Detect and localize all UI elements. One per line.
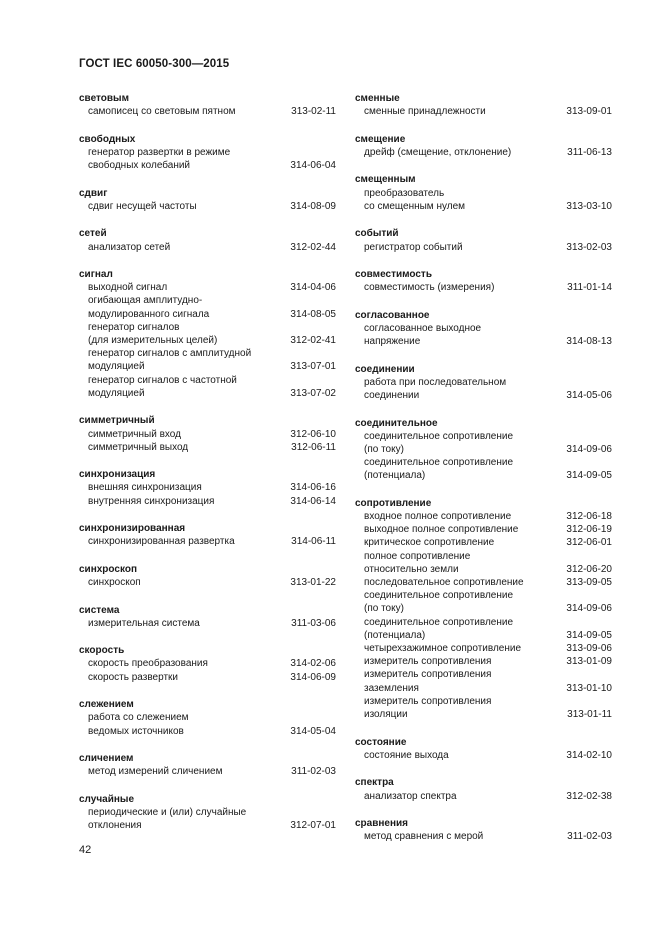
- index-entry: [355, 241, 612, 254]
- entry-text: генератор развертки в режиме свободных колебаний: [88, 146, 231, 172]
- entry-text: соединительное сопротивление (по току): [364, 430, 514, 455]
- index-group: [355, 173, 612, 213]
- entry-code: 312-02-38: [566, 790, 612, 802]
- entry-text: соединительное сопротивление (по току): [364, 590, 514, 615]
- index-entry: [79, 241, 336, 254]
- entry-code: 314-06-11: [291, 536, 336, 548]
- index-term: спектра: [355, 777, 394, 789]
- index-entry: [355, 749, 612, 762]
- index-entry: [79, 374, 336, 400]
- entry-text: сменные принадлежности: [364, 106, 486, 118]
- index-term: симметричный: [79, 415, 155, 427]
- index-entry: [79, 535, 336, 548]
- index-group: [79, 227, 336, 253]
- entry-text: согласованное выходное напряжение: [364, 322, 482, 348]
- entry-text: метод сравнения с мерой: [364, 831, 484, 843]
- index-group: [79, 563, 336, 589]
- entry-text: самописец со световым пятном: [88, 106, 236, 118]
- index-group: [355, 776, 612, 802]
- entry-text: синхронизированная развертка: [88, 536, 235, 548]
- index-entry: [355, 430, 612, 456]
- page-number: 42: [79, 844, 92, 856]
- index-term: синхронизированная: [79, 523, 186, 535]
- index-entry: [355, 589, 612, 615]
- entry-text: генератор сигналов с частотной модуляцией: [88, 374, 237, 399]
- entry-code: 314-08-05: [290, 308, 336, 320]
- entry-code: 314-02-10: [566, 749, 612, 761]
- entry-code: 314-05-06: [566, 390, 612, 402]
- index-entry: [355, 536, 612, 549]
- entry-code: 314-08-13: [566, 336, 612, 348]
- index-entry: [79, 428, 336, 441]
- entry-text: выходное полное сопротивление: [364, 524, 519, 536]
- entry-text: огибающая амплитудно- модулированного сигнала: [88, 295, 210, 320]
- entry-code: 313-09-06: [566, 643, 612, 655]
- index-term: состояние: [355, 736, 407, 748]
- entry-code: 313-09-05: [566, 577, 612, 589]
- entry-text: работа при последовательном соединении: [364, 376, 507, 402]
- entry-code: 313-07-02: [290, 387, 336, 399]
- index-group: [79, 414, 336, 454]
- entry-text: анализатор спектра: [364, 790, 457, 802]
- index-entry: [79, 711, 336, 737]
- entry-text: четырехзажимное сопротивление: [364, 643, 522, 655]
- index-term: сетей: [79, 228, 107, 240]
- index-group: [79, 92, 336, 118]
- entry-code: 312-02-44: [290, 241, 336, 253]
- entry-text: соединительное сопротивление (потенциала): [364, 457, 514, 482]
- entry-code: 314-08-09: [290, 200, 336, 212]
- index-group: [355, 817, 612, 843]
- index-entry: [355, 523, 612, 536]
- index-entry: [79, 200, 336, 213]
- index-entry: [355, 550, 612, 576]
- index-group: [79, 644, 336, 684]
- index-term: слежением: [79, 699, 134, 711]
- entry-code: 311-06-13: [567, 146, 612, 158]
- entry-code: 313-01-10: [566, 682, 612, 694]
- index-group: [355, 227, 612, 253]
- index-entry: [355, 655, 612, 668]
- index-entry: [355, 510, 612, 523]
- index-entry: [355, 576, 612, 589]
- entry-code: 314-06-04: [290, 160, 336, 172]
- entry-text: измерительная система: [88, 617, 200, 629]
- index-term: синхронизация: [79, 469, 156, 481]
- entry-code: 311-01-14: [567, 282, 612, 294]
- entry-text: входное полное сопротивление: [364, 511, 512, 523]
- entry-code: 313-01-11: [567, 709, 612, 721]
- index-entry: [79, 481, 336, 494]
- index-entry: [79, 765, 336, 778]
- entry-text: работа со слежением ведомых источников: [88, 712, 189, 737]
- index-entry: [355, 616, 612, 642]
- index-group: [355, 92, 612, 118]
- index-entry: [79, 671, 336, 684]
- index-term: сличением: [79, 753, 134, 765]
- index-group: [79, 698, 336, 738]
- entry-code: 312-06-01: [566, 537, 612, 549]
- index-group: [355, 363, 612, 403]
- entry-code: 312-02-41: [290, 335, 336, 347]
- index-entry: [79, 806, 336, 832]
- entry-text: анализатор сетей: [88, 241, 171, 253]
- index-entry: [355, 187, 612, 213]
- index-entry: [355, 456, 612, 482]
- index-term: совместимость: [355, 269, 432, 281]
- index-entry: [79, 495, 336, 508]
- index-entry: [355, 695, 612, 721]
- entry-code: 314-09-06: [566, 443, 612, 455]
- entry-text: совместимость (измерения): [364, 282, 495, 294]
- index-term: соединительное: [355, 417, 438, 429]
- index-term: событий: [355, 228, 399, 240]
- index-term: согласованное: [355, 309, 430, 321]
- entry-text: скорость преобразования: [88, 658, 208, 670]
- entry-text: выходной сигнал: [88, 282, 168, 294]
- index-entry: [355, 105, 612, 118]
- entry-text: скорость развертки: [88, 671, 178, 683]
- entry-text: симметричный вход: [88, 428, 181, 440]
- index-term: сопротивление: [355, 497, 432, 509]
- entry-code: 314-09-05: [566, 470, 612, 482]
- index-group: [79, 604, 336, 630]
- entry-text: дрейф (смещение, отклонение): [364, 146, 512, 158]
- index-term: смещение: [355, 133, 406, 145]
- index-group: [79, 133, 336, 173]
- index-term: сигнал: [79, 269, 113, 281]
- entry-text: преобразователь со смещенным нулем: [364, 187, 466, 212]
- index-group: [355, 268, 612, 294]
- entry-code: 313-09-01: [566, 106, 612, 118]
- index-group: [79, 268, 336, 400]
- index-entry: [355, 668, 612, 694]
- index-group: [79, 187, 336, 213]
- entry-code: 312-07-01: [290, 820, 336, 832]
- index-entry: [355, 790, 612, 803]
- index-entry: [79, 617, 336, 630]
- index-column-right: [355, 92, 612, 858]
- entry-code: 313-07-01: [290, 361, 336, 373]
- entry-text: синхроскоп: [88, 577, 141, 589]
- entry-code: 312-06-18: [566, 511, 612, 523]
- entry-code: 314-02-06: [290, 658, 336, 670]
- index-group: [79, 468, 336, 508]
- entry-code: 314-06-16: [290, 482, 336, 494]
- index-term: случайные: [79, 793, 134, 805]
- index-entry: [79, 441, 336, 454]
- index-term: сменные: [355, 93, 400, 104]
- entry-code: 312-06-19: [566, 524, 612, 536]
- index-group: [355, 133, 612, 159]
- index-entry: [355, 642, 612, 655]
- index-entry: [79, 576, 336, 589]
- entry-text: метод измерений сличением: [88, 766, 223, 778]
- entry-text: критическое сопротивление: [364, 537, 495, 549]
- entry-code: 313-01-09: [566, 656, 612, 668]
- entry-code: 314-06-09: [290, 671, 336, 683]
- entry-code: 314-05-04: [290, 725, 336, 737]
- entry-text: соединительное сопротивление (потенциала): [364, 616, 514, 641]
- entry-text: сдвиг несущей частоты: [88, 200, 197, 212]
- entry-text: генератор сигналов с амплитудной модуляцией: [88, 348, 252, 373]
- index-group: [355, 497, 612, 721]
- index-entry: [79, 294, 336, 320]
- entry-code: 313-02-03: [566, 241, 612, 253]
- index-group: [79, 752, 336, 778]
- entry-text: полное сопротивление относительно земли: [364, 550, 471, 575]
- index-entry: [79, 657, 336, 670]
- entry-code: 312-06-11: [291, 441, 336, 453]
- index-entry: [355, 146, 612, 159]
- index-term: сравнения: [355, 818, 409, 829]
- index-column-left: [79, 92, 336, 847]
- entry-text: измеритель сопротивления заземления: [364, 669, 492, 694]
- index-group: [355, 736, 612, 762]
- entry-code: 311-02-03: [291, 766, 336, 778]
- entry-text: последовательное сопротивление: [364, 577, 524, 589]
- index-entry: [355, 830, 612, 843]
- index-term: соединении: [355, 363, 415, 375]
- index-term: сдвиг: [79, 187, 108, 199]
- entry-code: 314-09-06: [566, 603, 612, 615]
- entry-text: измеритель сопротивления изоляции: [364, 695, 492, 721]
- index-group: [79, 522, 336, 548]
- entry-text: генератор сигналов (для измерительных целей): [88, 321, 218, 347]
- entry-text: внутренняя синхронизация: [88, 495, 215, 507]
- index-term: синхроскоп: [79, 563, 137, 575]
- index-entry: [79, 146, 336, 172]
- index-entry: [79, 347, 336, 373]
- index-entry: [355, 322, 612, 348]
- index-entry: [79, 321, 336, 347]
- entry-code: 312-06-10: [290, 428, 336, 440]
- index-entry: [355, 376, 612, 402]
- entry-code: 312-06-20: [566, 563, 612, 575]
- entry-code: 311-02-03: [567, 831, 612, 843]
- entry-code: 313-01-22: [290, 577, 336, 589]
- entry-code: 314-06-14: [290, 495, 336, 507]
- index-term: скорость: [79, 645, 125, 657]
- page-header: ГОСТ IEC 60050-300—2015: [79, 58, 230, 70]
- entry-code: 313-02-11: [291, 106, 336, 118]
- entry-text: внешняя синхронизация: [88, 482, 202, 494]
- index-group: [355, 309, 612, 349]
- index-term: смещенным: [355, 174, 416, 186]
- index-entry: [355, 281, 612, 294]
- entry-text: периодические и (или) случайные отклонения: [88, 806, 247, 832]
- entry-code: 311-03-06: [291, 617, 336, 629]
- entry-text: симметричный выход: [88, 441, 189, 453]
- entry-text: состояние выхода: [364, 749, 449, 761]
- entry-code: 314-04-06: [290, 282, 336, 294]
- entry-text: регистратор событий: [364, 241, 463, 253]
- index-term: световым: [79, 93, 129, 104]
- entry-code: 313-03-10: [566, 200, 612, 212]
- index-entry: [79, 105, 336, 118]
- index-term: система: [79, 604, 120, 616]
- entry-text: измеритель сопротивления: [364, 656, 492, 668]
- entry-code: 314-09-05: [566, 629, 612, 641]
- index-term: свободных: [79, 133, 136, 145]
- index-entry: [79, 281, 336, 294]
- index-group: [79, 793, 336, 833]
- index-group: [355, 417, 612, 483]
